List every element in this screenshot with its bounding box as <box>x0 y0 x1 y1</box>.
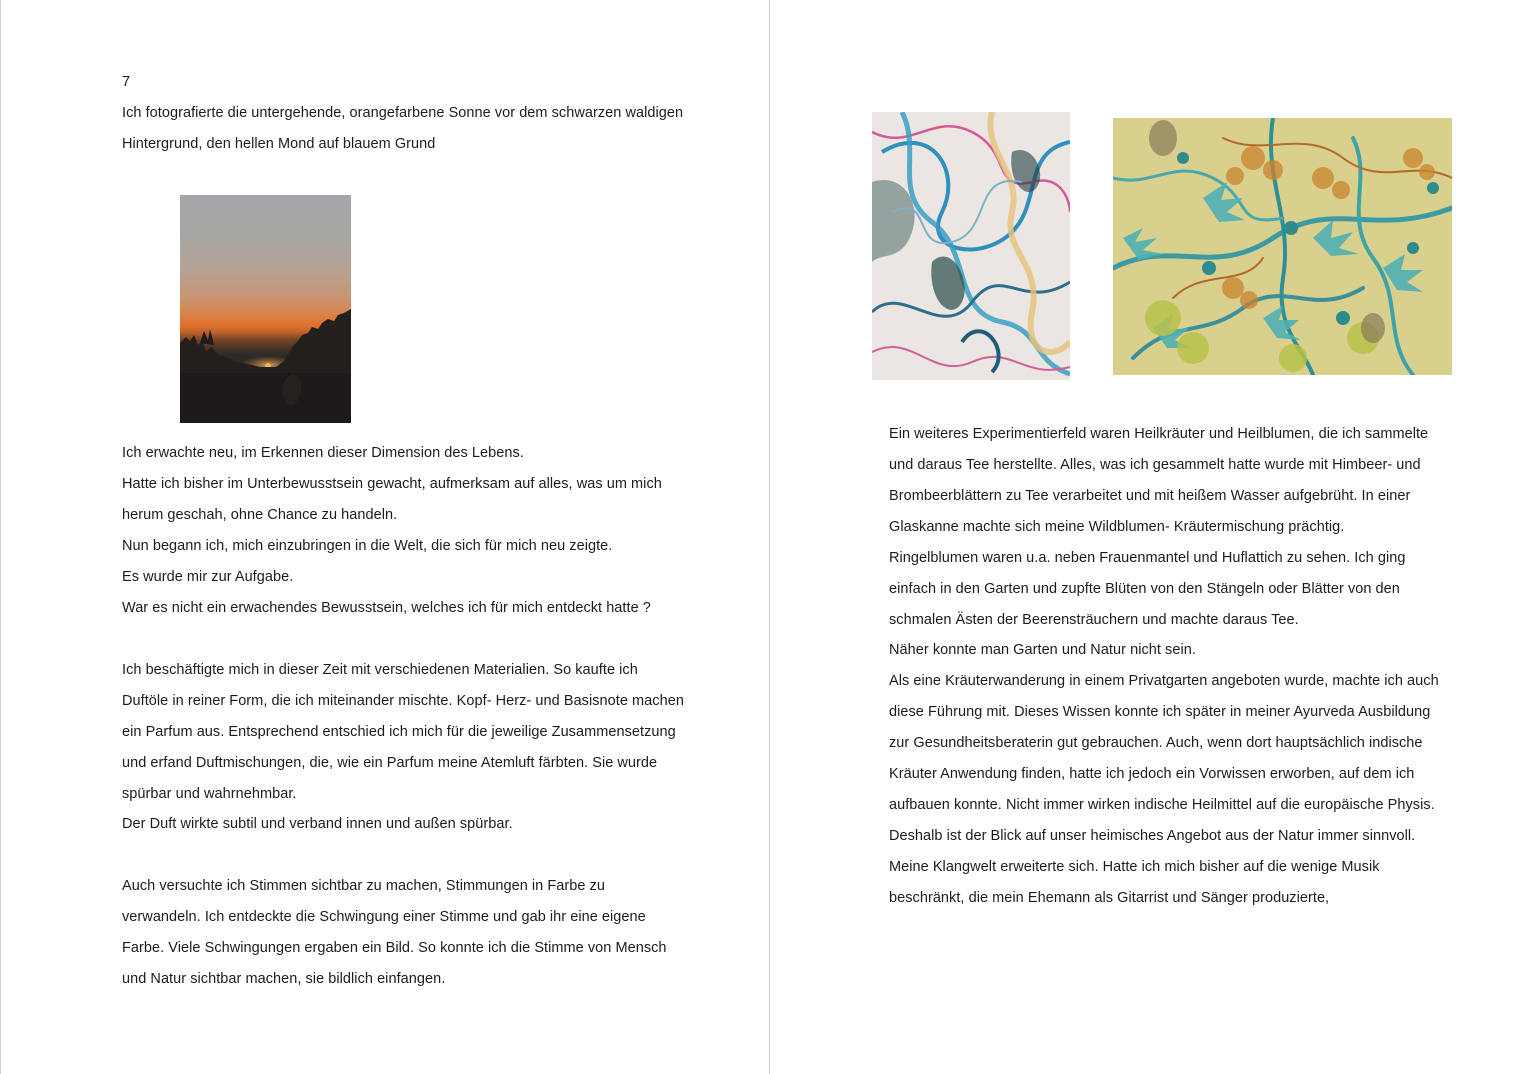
page-number: 7 <box>122 74 131 90</box>
right-paragraph-line: Ringelblumen waren u.a. neben Frauenmantel und Huflattich zu sehen. Ich ging <box>889 550 1406 566</box>
paragraph2-line: und erfand Duftmischungen, die, wie ein Parfum meine Atemluft färbten. Sie wurde <box>122 755 658 771</box>
paragraph2-line: Duftöle in reiner Form, die ich miteinander mischte. Kopf- Herz- und Basisnote machen <box>122 693 684 709</box>
right-paragraph-line: Näher konnte man Garten und Natur nicht sein. <box>889 642 1196 658</box>
sunset-photo <box>180 195 351 423</box>
paragraph3-line: und Natur sichtbar machen, sie bildlich einfangen. <box>122 971 446 987</box>
right-paragraph-line: zur Gesundheitsberaterin gut gebrauchen. Auch, wenn dort hauptsächlich indische <box>889 735 1423 751</box>
paragraph1-line: Nun begann ich, mich einzubringen in die Welt, die sich für mich neu zeigte. <box>122 538 613 554</box>
botanical-painting-image <box>1113 118 1452 375</box>
paragraph3-line: verwandeln. Ich entdeckte die Schwingung einer Stimme und gab ihr eine eigene <box>122 909 646 925</box>
right-paragraph-line: Deshalb ist der Blick auf unser heimisches Angebot aus der Natur immer sinnvoll. <box>889 828 1416 844</box>
paragraph1-line: herum geschah, ohne Chance zu handeln. <box>122 507 398 523</box>
paragraph1-line: Hatte ich bisher im Unterbewusstsein gewacht, aufmerksam auf alles, was um mich <box>122 476 662 492</box>
right-paragraph-line: diese Führung mit. Dieses Wissen konnte ich später in meiner Ayurveda Ausbildung <box>889 704 1431 720</box>
paragraph2-line: Der Duft wirkte subtil und verband innen und außen spürbar. <box>122 816 513 832</box>
paragraph2-line: Ich beschäftigte mich in dieser Zeit mit verschiedenen Materialien. So kaufte ich <box>122 662 638 678</box>
right-paragraph-line: aufbauen konnte. Nicht immer wirken indische Heilmittel auf die europäische Physis. <box>889 797 1435 813</box>
right-paragraph-line: Ein weiteres Experimentierfeld waren Heilkräuter und Heilblumen, die ich sammelte <box>889 426 1429 442</box>
right-paragraph-line: Meine Klangwelt erweiterte sich. Hatte ich mich bisher auf die wenige Musik <box>889 859 1380 875</box>
abstract-painting-art <box>872 112 1070 380</box>
botanical-painting-art <box>1113 118 1452 375</box>
paragraph3-line: Auch versuchte ich Stimmen sichtbar zu machen, Stimmungen in Farbe zu <box>122 878 605 894</box>
right-paragraph-line: Als eine Kräuterwanderung in einem Privatgarten angeboten wurde, machte ich auch <box>889 673 1439 689</box>
paragraph2-line: spürbar und wahrnehmbar. <box>122 786 297 802</box>
paragraph1-line: Ich erwachte neu, im Erkennen dieser Dimension des Lebens. <box>122 445 524 461</box>
right-paragraph-line: Kräuter Anwendung finden, hatte ich jedoch ein Vorwissen erworben, auf dem ich <box>889 766 1415 782</box>
right-paragraph-line: beschränkt, die mein Ehemann als Gitarrist und Sänger produzierte, <box>889 890 1330 906</box>
intro-line: Hintergrund, den hellen Mond auf blauem Grund <box>122 136 436 152</box>
paragraph3-line: Farbe. Viele Schwingungen ergaben ein Bild. So konnte ich die Stimme von Mensch <box>122 940 667 956</box>
paragraph1-line: War es nicht ein erwachendes Bewusstsein, welches ich für mich entdeckt hatte ? <box>122 600 651 616</box>
right-paragraph-line: und daraus Tee herstellte. Alles, was ich gesammelt hatte wurde mit Himbeer- und <box>889 457 1421 473</box>
right-paragraph-line: einfach in den Garten und zupfte Blüten von den Stängeln oder Blätter von den <box>889 581 1400 597</box>
right-paragraph-line: Glaskanne machte sich meine Wildblumen- Kräutermischung prächtig. <box>889 519 1345 535</box>
sunset-photo-art <box>180 195 351 423</box>
abstract-painting-image <box>872 112 1070 380</box>
paragraph2-line: ein Parfum aus. Entsprechend entschied ich mich für die jeweilige Zusammensetzung <box>122 724 676 740</box>
right-paragraph-line: schmalen Ästen der Beerensträuchern und machte daraus Tee. <box>889 612 1299 628</box>
intro-line: Ich fotografierte die untergehende, orangefarbene Sonne vor dem schwarzen waldigen <box>122 105 684 121</box>
paragraph1-line: Es wurde mir zur Aufgabe. <box>122 569 294 585</box>
right-paragraph-line: Brombeerblättern zu Tee verarbeitet und mit heißem Wasser aufgebrüht. In einer <box>889 488 1411 504</box>
